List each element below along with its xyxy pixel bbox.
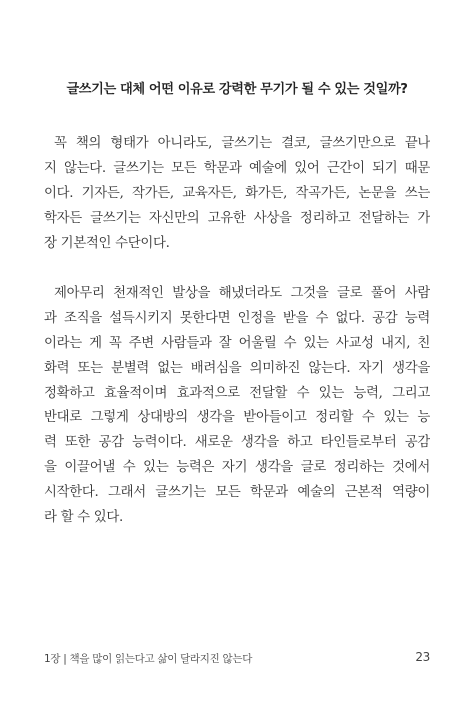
page-footer — [44, 651, 430, 669]
chapter-title: 1장 | 책을 많이 읽는다고 삶이 달라지진 않는다 — [44, 653, 253, 665]
text-line: 반대로 그렇게 상대방의 생각을 받아들이고 정리할 수 있는 능 — [44, 410, 430, 426]
text-line: 정확하고 효율적이며 효과적으로 전달할 수 있는 능력, 그리고 — [44, 385, 430, 401]
text-line: 라 할 수 있다. — [44, 510, 124, 526]
text-line: 제아무리 천재적인 발상을 해냈더라도 그것을 글로 풀어 사람 — [54, 286, 430, 301]
text-line: 장 기본적인 수단이다. — [44, 235, 170, 251]
text-line: 시작한다. 그래서 글쓰기는 모든 학문과 예술의 근본적 역량이 — [44, 485, 430, 501]
text-line: 이라는 게 꼭 주변 사람들과 잘 어울릴 수 있는 사교성 내지, 친 — [44, 335, 430, 351]
text-line: 학자든 글쓰기는 자신만의 고유한 사상을 정리하고 전달하는 가 — [44, 210, 430, 226]
paragraph-1 — [44, 132, 430, 256]
text-line: 화력 또는 분별력 없는 배려심을 의미하진 않는다. 자기 생각을 — [44, 360, 430, 376]
page-number: 23 — [415, 650, 430, 664]
text-line: 과 조직을 설득시키지 못한다면 인정을 받을 수 없다. 공감 능력 — [44, 310, 430, 326]
text-line: 꼭 책의 형태가 아니라도, 글쓰기는 결코, 글쓰기만으로 끝나 — [54, 136, 430, 151]
section-heading: 글쓰기는 대체 어떤 이유로 강력한 무기가 될 수 있는 것일까? — [66, 82, 408, 97]
text-line: 을 이끌어낼 수 있는 능력은 자기 생각을 글로 정리하는 것에서 — [44, 460, 430, 476]
text-line: 력 또한 공감 능력이다. 새로운 생각을 하고 타인들로부터 공감 — [44, 435, 430, 451]
paragraph-2 — [44, 282, 430, 531]
text-line: 지 않는다. 글쓰기는 모든 학문과 예술에 있어 근간이 되기 때문 — [44, 160, 430, 176]
text-line: 이다. 기자든, 작가든, 교육자든, 화가든, 작곡가든, 논문을 쓰는 — [44, 185, 430, 201]
